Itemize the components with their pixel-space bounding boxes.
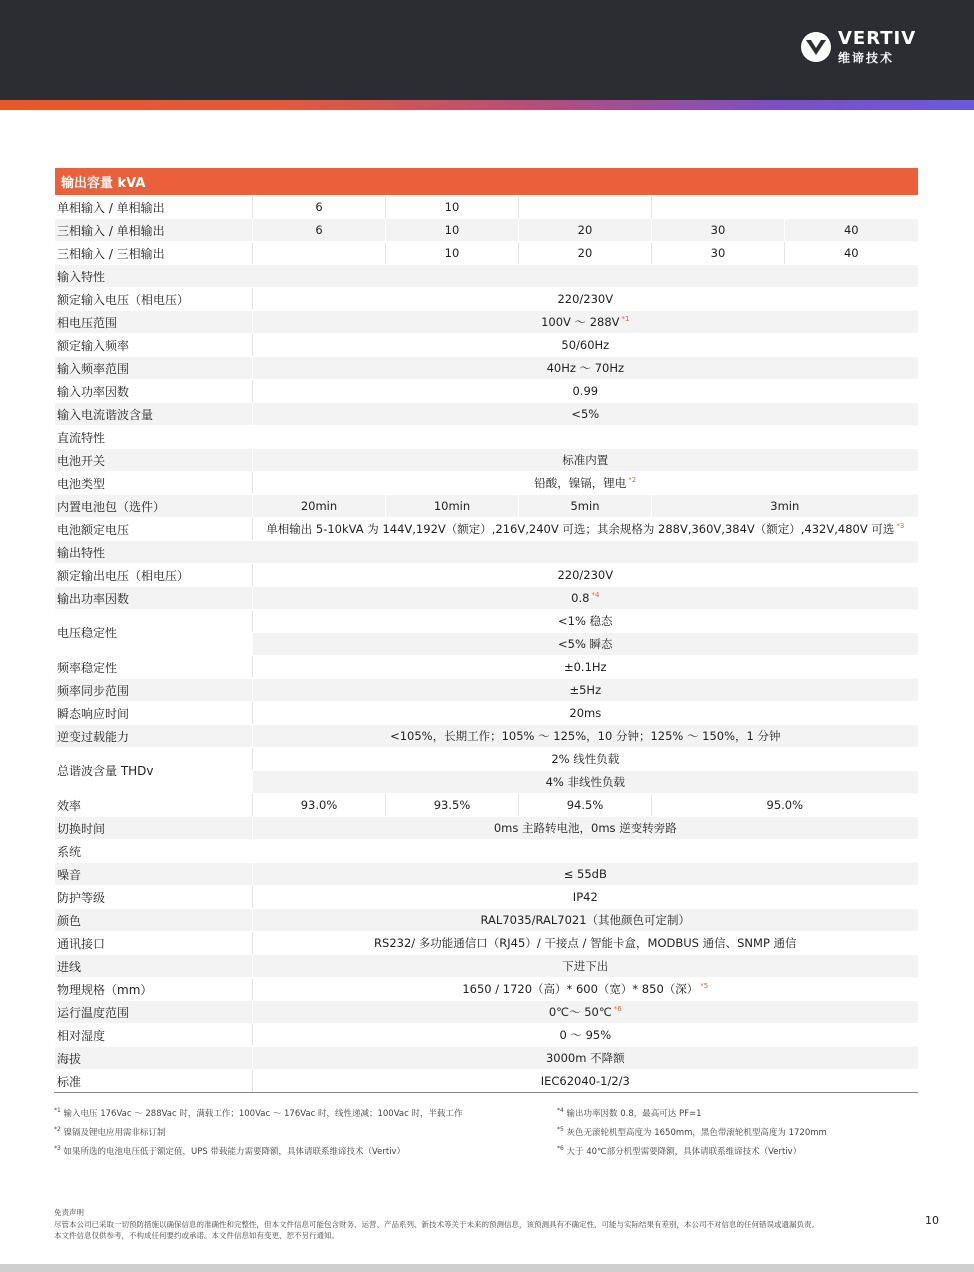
cell: 220/230V — [253, 288, 918, 311]
cell: 10 — [386, 242, 519, 265]
table-row — [55, 587, 918, 610]
cell: 6 — [253, 219, 386, 242]
cell: 50/60Hz — [253, 334, 918, 357]
footnote-mark: *1 — [621, 315, 630, 324]
footnote — [557, 1122, 957, 1141]
row-label: 电池额定电压 — [55, 518, 253, 541]
cell-value: 单相输出 5-10kVA 为 144V,192V（额定）,216V,240V 可选；其余规格为 288V,360V,384V（额定）,432V,480V 可选 — [266, 522, 895, 536]
cell: RAL7035/RAL7021（其他颜色可定制） — [253, 909, 918, 932]
cell: 40Hz 〜 70Hz — [253, 357, 918, 380]
table-row — [55, 472, 918, 495]
footnote-marker: *3 — [54, 1144, 61, 1152]
cell: 6 — [253, 196, 386, 219]
cell — [253, 242, 386, 265]
cell — [253, 1001, 918, 1024]
table-row — [55, 334, 918, 357]
row-label: 颜色 — [55, 909, 253, 932]
table-row — [55, 288, 918, 311]
cell — [253, 587, 918, 610]
footnote — [54, 1141, 544, 1160]
cell: 40 — [785, 219, 918, 242]
row-label: 输入功率因数 — [55, 380, 253, 403]
cell: ±0.1Hz — [253, 656, 918, 679]
page-number: 10 — [925, 1214, 939, 1227]
cell: <5% 瞬态 — [253, 633, 918, 656]
row-label: 输入频率范围 — [55, 357, 253, 380]
cell — [253, 472, 918, 495]
header-gradient-bar — [0, 100, 974, 110]
cell: IEC62040-1/2/3 — [253, 1070, 918, 1093]
cell: ±5Hz — [253, 679, 918, 702]
cell — [519, 196, 652, 219]
table-row — [55, 242, 918, 265]
cell: 220/230V — [253, 564, 918, 587]
table-row — [55, 495, 918, 518]
row-label: 单相输入 / 单相输出 — [55, 196, 253, 219]
cell: 2% 线性负载 — [253, 748, 918, 771]
cell: 93.0% — [253, 794, 386, 817]
table-row — [55, 725, 918, 748]
footnote-text: 如果所选的电池电压低于额定值，UPS 带载能力需要降额，具体请联系维谛技术（Vertiv） — [63, 1146, 406, 1157]
footnote-text: 灰色无滚轮机型高度为 1650mm，黑色带滚轮机型高度为 1720mm — [566, 1127, 827, 1138]
table-row — [55, 403, 918, 426]
disclaimer-title: 免责声明 — [54, 1208, 84, 1217]
row-label: 通讯接口 — [55, 932, 253, 955]
cell-value: 1650 / 1720（高）* 600（宽）* 850（深） — [462, 982, 699, 996]
section-title: 直流特性 — [55, 426, 918, 449]
footnote — [54, 1122, 544, 1141]
row-label: 物理规格（mm） — [55, 978, 253, 1001]
table-title-row — [55, 168, 918, 196]
cell: RS232/ 多功能通信口（RJ45）/ 干接点 / 智能卡盒，MODBUS 通信、SNMP 通信 — [253, 932, 918, 955]
row-label: 运行温度范围 — [55, 1001, 253, 1024]
cell-value: 0.8 — [571, 591, 590, 605]
cell: 0.99 — [253, 380, 918, 403]
table-row — [55, 978, 918, 1001]
footnote-text: 输出功率因数 0.8，最高可达 PF=1 — [566, 1108, 702, 1119]
cell-value: 铅酸，镍镉，锂电 — [534, 476, 627, 490]
table-row — [55, 909, 918, 932]
row-label: 输出功率因数 — [55, 587, 253, 610]
footnote-text: 大于 40℃部分机型需要降额，具体请联系维谛技术（Vertiv） — [566, 1146, 802, 1157]
table-row — [55, 196, 918, 219]
section-title: 系统 — [55, 840, 918, 863]
cell — [253, 518, 918, 541]
footnote-marker: *4 — [557, 1107, 564, 1114]
table-row — [55, 679, 918, 702]
cell — [652, 196, 785, 219]
row-label: 电池类型 — [55, 472, 253, 495]
table-row — [55, 610, 918, 633]
table-row — [55, 518, 918, 541]
cell: 94.5% — [519, 794, 652, 817]
cell: 4% 非线性负载 — [253, 771, 918, 794]
table-row — [55, 1024, 918, 1047]
cell: 5min — [519, 495, 652, 518]
row-label: 电池开关 — [55, 449, 253, 472]
cell: 95.0% — [652, 794, 918, 817]
row-label: 标准 — [55, 1070, 253, 1093]
row-label: 输入电流谐波含量 — [55, 403, 253, 426]
disclaimer — [54, 1207, 924, 1242]
row-label: 电压稳定性 — [55, 610, 253, 656]
cell: 10 — [386, 196, 519, 219]
table-row — [55, 311, 918, 334]
table-row — [55, 357, 918, 380]
footnote — [54, 1103, 544, 1122]
table-row — [55, 1001, 918, 1024]
table-row — [55, 817, 918, 840]
cell: 10min — [386, 495, 519, 518]
table-row — [55, 955, 918, 978]
table-row — [55, 748, 918, 771]
cell: <1% 稳态 — [253, 610, 918, 633]
cell: 下进下出 — [253, 955, 918, 978]
table-row — [55, 1070, 918, 1093]
section-row-input — [55, 265, 918, 288]
disclaimer-line: 本文件信息仅供参考，不构成任何要约或承诺。本文件信息如有变更，恕不另行通知。 — [54, 1231, 339, 1240]
footnotes-left — [54, 1103, 544, 1159]
row-label: 逆变过载能力 — [55, 725, 253, 748]
footnote-mark: *4 — [591, 591, 600, 600]
cell: 30 — [652, 219, 785, 242]
cell: <105%，长期工作；105% 〜 125%，10 分钟；125% 〜 150%，1 分钟 — [253, 725, 918, 748]
table-row — [55, 656, 918, 679]
cell: 0ms 主路转电池，0ms 逆变转旁路 — [253, 817, 918, 840]
cell-value: 0℃〜 50℃ — [548, 1005, 612, 1019]
cell: 30 — [652, 242, 785, 265]
table-row — [55, 449, 918, 472]
table-row — [55, 886, 918, 909]
table-row — [55, 1047, 918, 1070]
cell: 40 — [785, 242, 918, 265]
table-row — [55, 863, 918, 886]
cell — [253, 978, 918, 1001]
cell — [253, 311, 918, 334]
row-label: 内置电池包（选件） — [55, 495, 253, 518]
row-label: 海拔 — [55, 1047, 253, 1070]
row-label: 额定输入电压（相电压） — [55, 288, 253, 311]
brand-name: VERTIV — [838, 28, 917, 49]
table-row — [55, 219, 918, 242]
row-label: 频率同步范围 — [55, 679, 253, 702]
row-label: 频率稳定性 — [55, 656, 253, 679]
footnote-marker: *6 — [557, 1144, 564, 1152]
cell: IP42 — [253, 886, 918, 909]
row-label: 噪音 — [55, 863, 253, 886]
cell: 标准内置 — [253, 449, 918, 472]
footnote-text: 输入电压 176Vac 〜 288Vac 时，满载工作；100Vac 〜 176Vac 时，线性递减；100Vac 时，半载工作 — [63, 1108, 463, 1119]
cell: 20 — [519, 242, 652, 265]
row-label: 相电压范围 — [55, 311, 253, 334]
row-label: 三相输入 / 三相输出 — [55, 242, 253, 265]
table-row — [55, 702, 918, 725]
cell: <5% — [253, 403, 918, 426]
vertiv-logo — [800, 28, 930, 68]
disclaimer-line: 尽管本公司已采取一切预防措施以确保信息的准确性和完整性，但本文件信息可能包含财务、运营、产品系列、新技术等关于未来的预测信息，该预测具有不确定性，可能与实际结果有差别，本公司不对信息的任何错误或遗漏负责。 — [54, 1219, 819, 1229]
cell — [785, 196, 918, 219]
brand-name-cn: 维谛技术 — [838, 51, 895, 65]
cell: 3min — [652, 495, 918, 518]
row-label: 进线 — [55, 955, 253, 978]
cell: 0 〜 95% — [253, 1024, 918, 1047]
section-row-system — [55, 840, 918, 863]
footnote-mark: *3 — [896, 522, 905, 531]
footnote-marker: *1 — [54, 1107, 61, 1114]
table-row — [55, 380, 918, 403]
cell: 20 — [519, 219, 652, 242]
cell: 3000m 不降额 — [253, 1047, 918, 1070]
row-label: 额定输入频率 — [55, 334, 253, 357]
footnote-text: 镍镉及锂电应用需非标订制 — [63, 1127, 166, 1138]
footer-bar — [0, 1264, 974, 1272]
cell: 20min — [253, 495, 386, 518]
row-label: 切换时间 — [55, 817, 253, 840]
cell: 93.5% — [386, 794, 519, 817]
spec-table — [54, 168, 918, 1093]
footnote-marker: *2 — [54, 1125, 61, 1133]
footnote — [557, 1103, 957, 1122]
footnotes-right — [557, 1103, 957, 1159]
cell: 20ms — [253, 702, 918, 725]
table-title: 输出容量 kVA — [55, 168, 918, 196]
table-row — [55, 794, 918, 817]
row-label: 相对湿度 — [55, 1024, 253, 1047]
row-label: 防护等级 — [55, 886, 253, 909]
footnote-mark: *2 — [628, 476, 637, 485]
section-title: 输入特性 — [55, 265, 918, 288]
table-row — [55, 564, 918, 587]
row-label: 效率 — [55, 794, 253, 817]
row-label: 总谐波含量 THDv — [55, 748, 253, 794]
footnote-mark: *6 — [613, 1005, 622, 1014]
vertiv-logo-icon — [800, 31, 832, 63]
row-label: 额定输出电压（相电压） — [55, 564, 253, 587]
footnote — [557, 1141, 957, 1160]
table-row — [55, 932, 918, 955]
row-label: 三相输入 / 单相输出 — [55, 219, 253, 242]
cell: ≤ 55dB — [253, 863, 918, 886]
section-row-output — [55, 541, 918, 564]
cell: 10 — [386, 219, 519, 242]
row-label: 瞬态响应时间 — [55, 702, 253, 725]
footnote-mark: *5 — [700, 982, 709, 991]
footnote-marker: *5 — [557, 1125, 564, 1133]
section-title: 输出特性 — [55, 541, 918, 564]
cell-value: 100V 〜 288V — [541, 315, 620, 329]
section-row-dc — [55, 426, 918, 449]
